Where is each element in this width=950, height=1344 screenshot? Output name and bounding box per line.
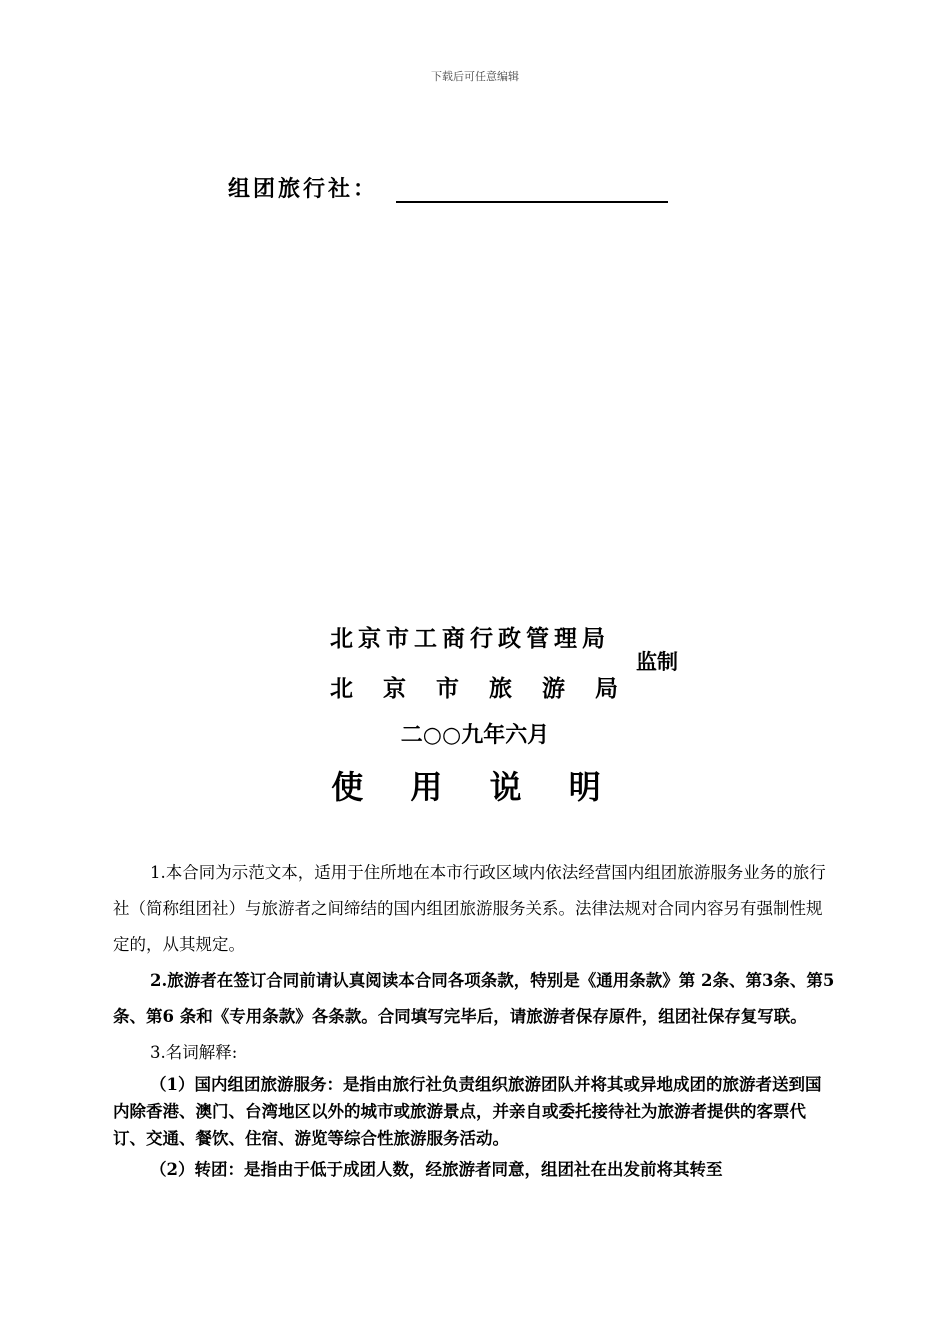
- issuer-char: 局: [595, 675, 618, 702]
- issuer-line-1: 北京市工商行政管理局: [330, 625, 610, 652]
- agency-field: [228, 172, 668, 203]
- issuer-char: 游: [542, 675, 565, 702]
- instruction-item-1: 1.本合同为示范文本，适用于住所地在本市行政区域内依法经营国内组团旅游服务业务的旅行社（简称组团社）与旅游者之间缔结的国内组团旅游服务关系。法律法规对合同内容另有强制性规定的，从其规定。: [113, 863, 826, 954]
- supervision-label: 监制: [636, 649, 678, 674]
- term-definition-2: （2）转团：是指由于低于成团人数，经旅游者同意，组团社在出发前将其转至: [150, 1160, 723, 1179]
- agency-blank-line: [396, 175, 668, 203]
- term-definition-1: （1）国内组团旅游服务：是指由旅行社负责组织旅游团队并将其或异地成团的旅游者送到国内除香港、澳门、台湾地区以外的城市或旅游景点，并亲自或委托接待社为旅游者提供的客票代订、交通、餐饮、住宿、游览等综合性旅游服务活动。: [113, 1075, 822, 1148]
- issuer-line-2: [330, 670, 648, 703]
- issuer-char: 旅: [489, 675, 512, 702]
- issue-date: 二○○九年六月: [400, 722, 550, 748]
- instructions-body: [113, 855, 837, 1183]
- header-note: 下载后可任意编辑: [431, 70, 519, 83]
- instructions-title: 使 用 说 明: [331, 768, 619, 806]
- issuer-char: 京: [383, 675, 406, 702]
- issuer-char: 北: [330, 675, 353, 702]
- agency-label: 组团旅行社：: [228, 176, 379, 202]
- instruction-item-3-heading: 3.名词解释:: [150, 1043, 238, 1062]
- instruction-item-2: 2.旅游者在签订合同前请认真阅读本合同各项条款，特别是《通用条款》第 2条、第3条、第5条、第6 条和《专用条款》各条款。合同填写完毕后，请旅游者保存原件，组团社保存复写联。: [113, 971, 835, 1026]
- issuer-char: 市: [436, 675, 459, 702]
